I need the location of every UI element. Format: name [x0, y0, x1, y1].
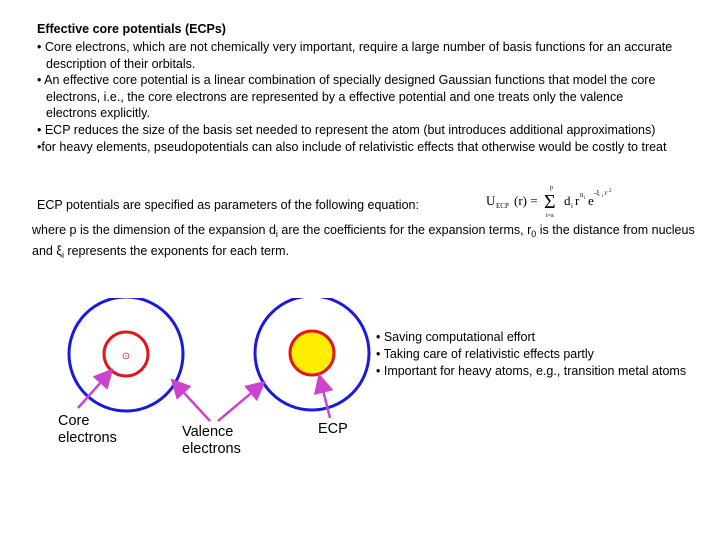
where-part3: is the distance from nucleus and ξ — [32, 223, 695, 258]
ecp-core-fill — [290, 331, 334, 375]
formula-e-sup-tail-sup: 2 — [609, 189, 612, 194]
formula-sum-bottom: i=a — [546, 213, 554, 219]
label-valence-line1: Valence — [182, 424, 234, 440]
bullet-heavy-elements: •for heavy elements, pseudopotentials can also include of relativistic effects that otherwise would be costly to treat — [37, 139, 667, 154]
ecp-equation-intro: ECP potentials are specified as parameters of the following equation: — [37, 198, 419, 212]
benefit-heavy-atoms: • Important for heavy atoms, e.g., transition metal atoms — [376, 364, 687, 378]
bullet-list — [37, 39, 677, 155]
nucleus-icon: ⊙ — [121, 351, 131, 362]
where-sub-i: i — [275, 229, 278, 239]
arrow-ecp — [320, 378, 330, 418]
formula-lhs-arg: (r) = — [514, 193, 538, 208]
formula-lhs-sub: ECP — [496, 202, 509, 210]
formula-lhs: U — [486, 193, 496, 208]
formula-r: r — [575, 193, 580, 208]
formula-sum-sign: Σ — [544, 191, 556, 213]
where-part4: represents the exponents for each term. — [63, 243, 290, 258]
arrow-valence-left — [174, 382, 210, 421]
ecp-formula — [484, 183, 664, 223]
bullet-ecp-definition: • An effective core potential is a linear combination of specially designed Gaussian functions that model the core electrons, i.e., the core electrons are represented by a effective potential and one treats only the valence electrons explicitly. — [37, 73, 656, 121]
benefit-relativistic: • Taking care of relativistic effects partly — [376, 347, 594, 361]
label-core-line1: Core — [58, 413, 90, 429]
label-core-line2: electrons — [58, 430, 117, 446]
benefit-effort: • Saving computational effort — [376, 330, 536, 344]
formula-sum-top: p — [550, 185, 553, 191]
arrow-valence-right — [218, 384, 262, 421]
where-sub-0: 0 — [531, 229, 537, 239]
label-valence-electrons — [182, 424, 241, 458]
where-part1: where p is the dimension of the expansion d — [32, 223, 276, 237]
formula-term: d — [564, 193, 571, 208]
slide-title: Effective core potentials (ECPs) — [37, 22, 226, 36]
formula-e-sup-sub: i — [602, 194, 604, 199]
formula-r-sup: n — [580, 191, 584, 199]
formula-e-sup-tail: r — [605, 189, 608, 197]
formula-e-sup: -ξ — [594, 189, 600, 197]
where-part2: are the coefficients for the expansion terms, r — [277, 223, 532, 237]
formula-r-sup-sub: i — [584, 196, 586, 201]
label-ecp: ECP — [318, 421, 348, 437]
where-sub-xi: i — [61, 249, 64, 260]
label-core-electrons — [58, 413, 117, 447]
formula-e: e — [588, 193, 594, 208]
label-valence-line2: electrons — [182, 441, 241, 457]
formula-term-sub: i — [571, 202, 573, 210]
bullet-basis-size: • ECP reduces the size of the basis set needed to represent the atom (but introduces additional approximations) — [37, 122, 656, 137]
bullet-core-electrons: • Core electrons, which are not chemically very important, require a large number of basis functions for an accurate description of their orbitals. — [37, 40, 673, 71]
ecp-benefits-list — [376, 329, 716, 380]
where-paragraph — [32, 222, 712, 263]
